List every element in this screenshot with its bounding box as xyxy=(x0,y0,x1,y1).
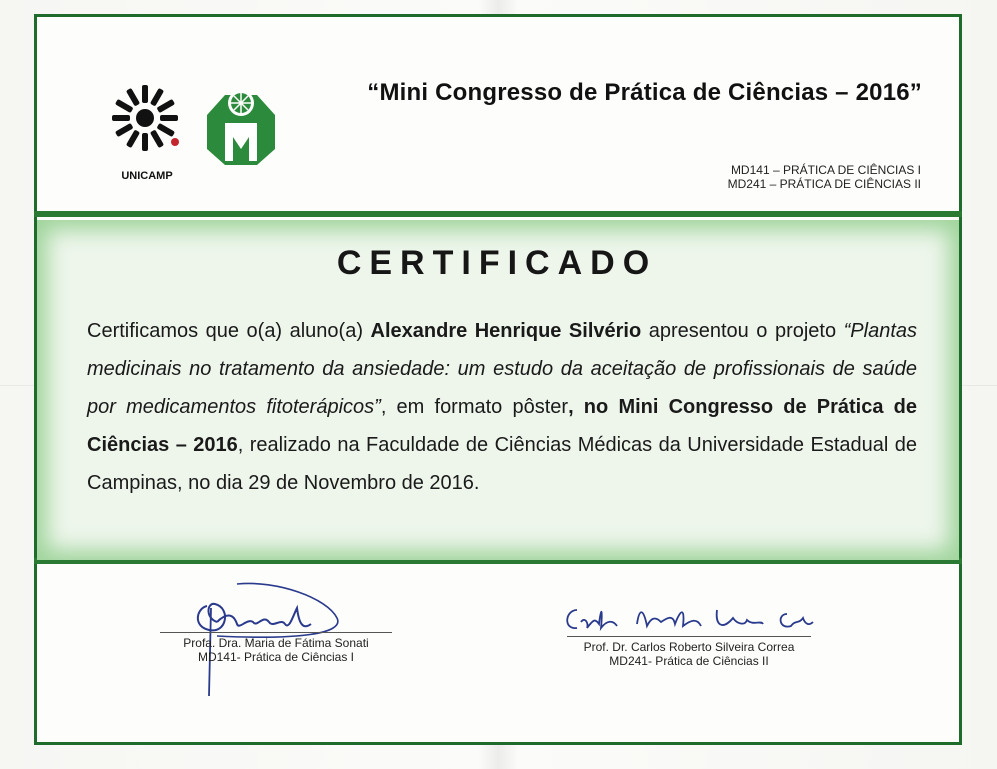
signatures-area xyxy=(37,566,959,742)
certificate-body xyxy=(87,312,917,502)
body-text-1: Certificamos que o(a) aluno(a) xyxy=(87,320,371,342)
certificate-header xyxy=(37,17,959,212)
project-title: “Plantas medicinais no tratamento da ansiedade: um estudo da aceitação de profissionais de saúde por medicamentos fitoterápicos” xyxy=(87,320,917,418)
body-text-4: , realizado na Faculdade de Ciências Médicas da Universidade Estadual de Campinas, no dia 29 de Novembro de 2016. xyxy=(87,434,917,494)
signatory-name: Prof. Dr. Carlos Roberto Silveira Correa xyxy=(583,640,795,654)
fcm-logo-icon xyxy=(205,87,277,167)
body-text-3b: , no xyxy=(568,396,619,418)
signature-line xyxy=(160,632,392,633)
unicamp-logo xyxy=(107,80,187,192)
course-lines xyxy=(537,163,921,191)
student-name: Alexandre Henrique Silvério xyxy=(370,320,642,342)
certificate-title: CERTIFICADO xyxy=(336,244,658,282)
certificate-panel xyxy=(37,220,959,560)
signature-correa-icon xyxy=(557,596,837,640)
unicamp-logo-icon xyxy=(107,80,187,168)
course-line-md141: MD141 – PRÁTICA DE CIÊNCIAS I xyxy=(730,163,921,177)
fcm-logo xyxy=(205,87,277,167)
signature-line xyxy=(567,636,811,637)
signatory-name: Profa. Dra. Maria de Fátima Sonati xyxy=(183,636,369,650)
signatory-course: MD241- Prática de Ciências II xyxy=(609,654,769,668)
congress-title: “Mini Congresso de Prática de Ciências – 2016” xyxy=(367,79,922,106)
event-name: Mini Congresso de Prática de Ciências – 2016 xyxy=(87,396,917,456)
course-line-md241: MD241 – PRÁTICA DE CIÊNCIAS II xyxy=(727,177,921,191)
unicamp-logo-label: UNICAMP xyxy=(121,170,173,182)
signature-block-correa xyxy=(567,636,811,668)
signature-block-sonati xyxy=(160,632,392,664)
body-text-3: , em formato pôster xyxy=(380,396,569,418)
body-text-2: apresentou o projeto xyxy=(641,320,844,342)
signatory-course: MD141- Prática de Ciências I xyxy=(197,650,355,664)
